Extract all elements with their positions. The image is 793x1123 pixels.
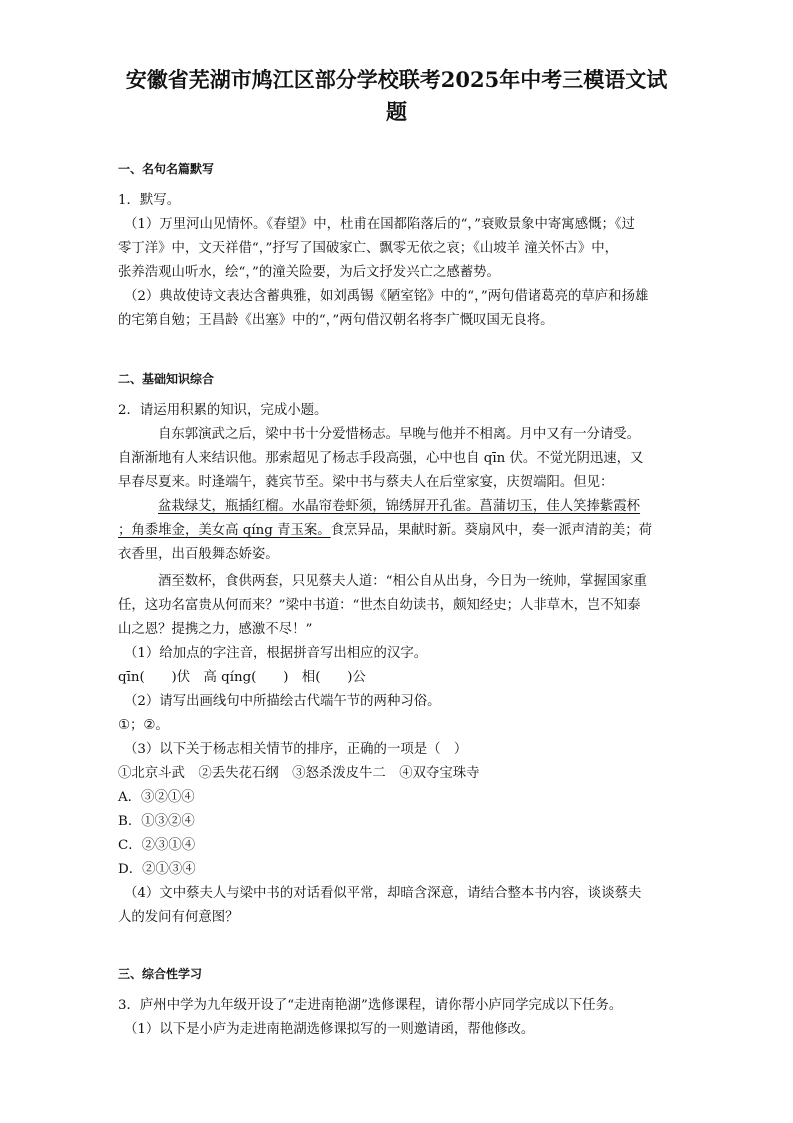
title-line-1: 安徽省芜湖市鸠江区部分学校联考2025年中考三模语文试 [125,67,668,92]
section-heading-3: 三、综合性学习 [118,967,203,981]
q1-line-1: （1）万里河山见情怀。《春望》中，杜甫在国都陷落后的“，”衰败景象中寄寓感慨；《过 [124,217,635,232]
document-title [100,64,693,128]
q1-line-2: 零丁洋》中，文天祥借“，”抒写了国破家亡、飘零无依之哀；《山坡羊 潼关怀古》中， [118,241,618,256]
q2-passage-2b-underlined: ；角黍堆金，美女高 qíng 青玉案。 [118,523,331,538]
title-line-2: 题 [386,99,407,124]
q2-passage-3c: 山之恩？提携之力，感激不尽！” [118,622,313,637]
q2-sub-1: （1）给加点的字注音，根据拼音写出相应的汉字。 [124,646,428,661]
q2-head: 2．请运用积累的知识，完成小题。 [118,403,328,418]
section-heading-2: 二、基础知识综合 [118,372,215,386]
q2-sub-4a: （4）文中蔡夫人与梁中书的对话看似平常，却暗含深意，请结合整本书内容，谈谈蔡夫 [124,886,642,901]
section-heading-1: 一、名句名篇默写 [118,162,215,176]
q1-line-5: 的宅第自勉；王昌龄《出塞》中的“，”两句借汉朝名将李广慨叹国无良将。 [118,313,554,328]
q2-sub-3-items: ①北京斗武 ②丢失花石纲 ③怒杀泼皮牛二 ④双夺宝珠寺 [118,766,480,781]
q2-sub-2: （2）请写出画线句中所描绘古代端午节的两种习俗。 [124,694,441,709]
q2-passage-3b: 任，这功名富贵从何而来？”梁中书道：“世杰自幼读书，颇知经史；人非草木，岂不知泰 [118,598,641,613]
q3-head: 3．庐州中学为九年级开设了“走进南艳湖”选修课程，请你帮小庐同学完成以下任务。 [118,998,623,1013]
q2-option-c: C．②③①④ [118,838,196,853]
q1-head: 1．默写。 [118,193,181,208]
q1-line-3: 张养浩观山听水，绘“，”的潼关险要，为后文抒发兴亡之感蓄势。 [118,265,500,280]
q2-sub-3: （3）以下关于杨志相关情节的排序，正确的一项是（ ） [124,742,468,757]
q2-passage-2c: 衣香里，出百般舞态娇姿。 [118,547,279,562]
q2-passage-2b-rest: 食烹异品，果献时新。葵扇风中，奏一派声清韵美；荷 [330,523,653,538]
q2-option-a: A．③②①④ [118,790,195,805]
q2-sub-4b: 人的发问有何意图？ [118,910,239,925]
q2-sub-2-blanks: ①；②。 [118,718,169,733]
q2-passage-2b [118,519,678,543]
q2-passage-3a: 酒至数杯，食供两套，只见蔡夫人道：“相公自从出身，今日为一统帅，掌握国家重 [158,574,647,589]
q2-passage-1c: 早春尽夏来。时逢端午，蕤宾节至。梁中书与蔡夫人在后堂家宴，庆贺端阳。但见： [118,475,614,490]
q1-line-4: （2）典故使诗文表达含蓄典雅，如刘禹锡《陋室铭》中的“，”两句借诸葛亮的草庐和扬雄 [124,289,649,304]
q2-option-b: B．①③②④ [118,814,195,829]
q2-passage-1a: 自东郭演武之后，梁中书十分爱惜杨志。早晚与他并不相离。月中又有一分请受。 [158,427,641,442]
q3-sub-1: （1）以下是小庐为走进南艳湖选修课拟写的一则邀请函，帮他修改。 [124,1022,535,1037]
q2-sub-1-blanks: qīn( )伏 高 qíng( ) 相( )公 [118,670,366,685]
q2-passage-2a-underlined: 盆栽绿艾，瓶插红榴。水晶帘卷虾须，锦绣屏开孔雀。菖蒲切玉，佳人笑捧紫霞杯 [158,499,641,514]
q2-passage-1b: 自渐渐地有人来结识他。那索超见了杨志手段高强，心中也自 qīn 伏。不觉光阴迅速，又 [118,451,644,466]
q2-option-d: D．②①③④ [118,862,196,877]
